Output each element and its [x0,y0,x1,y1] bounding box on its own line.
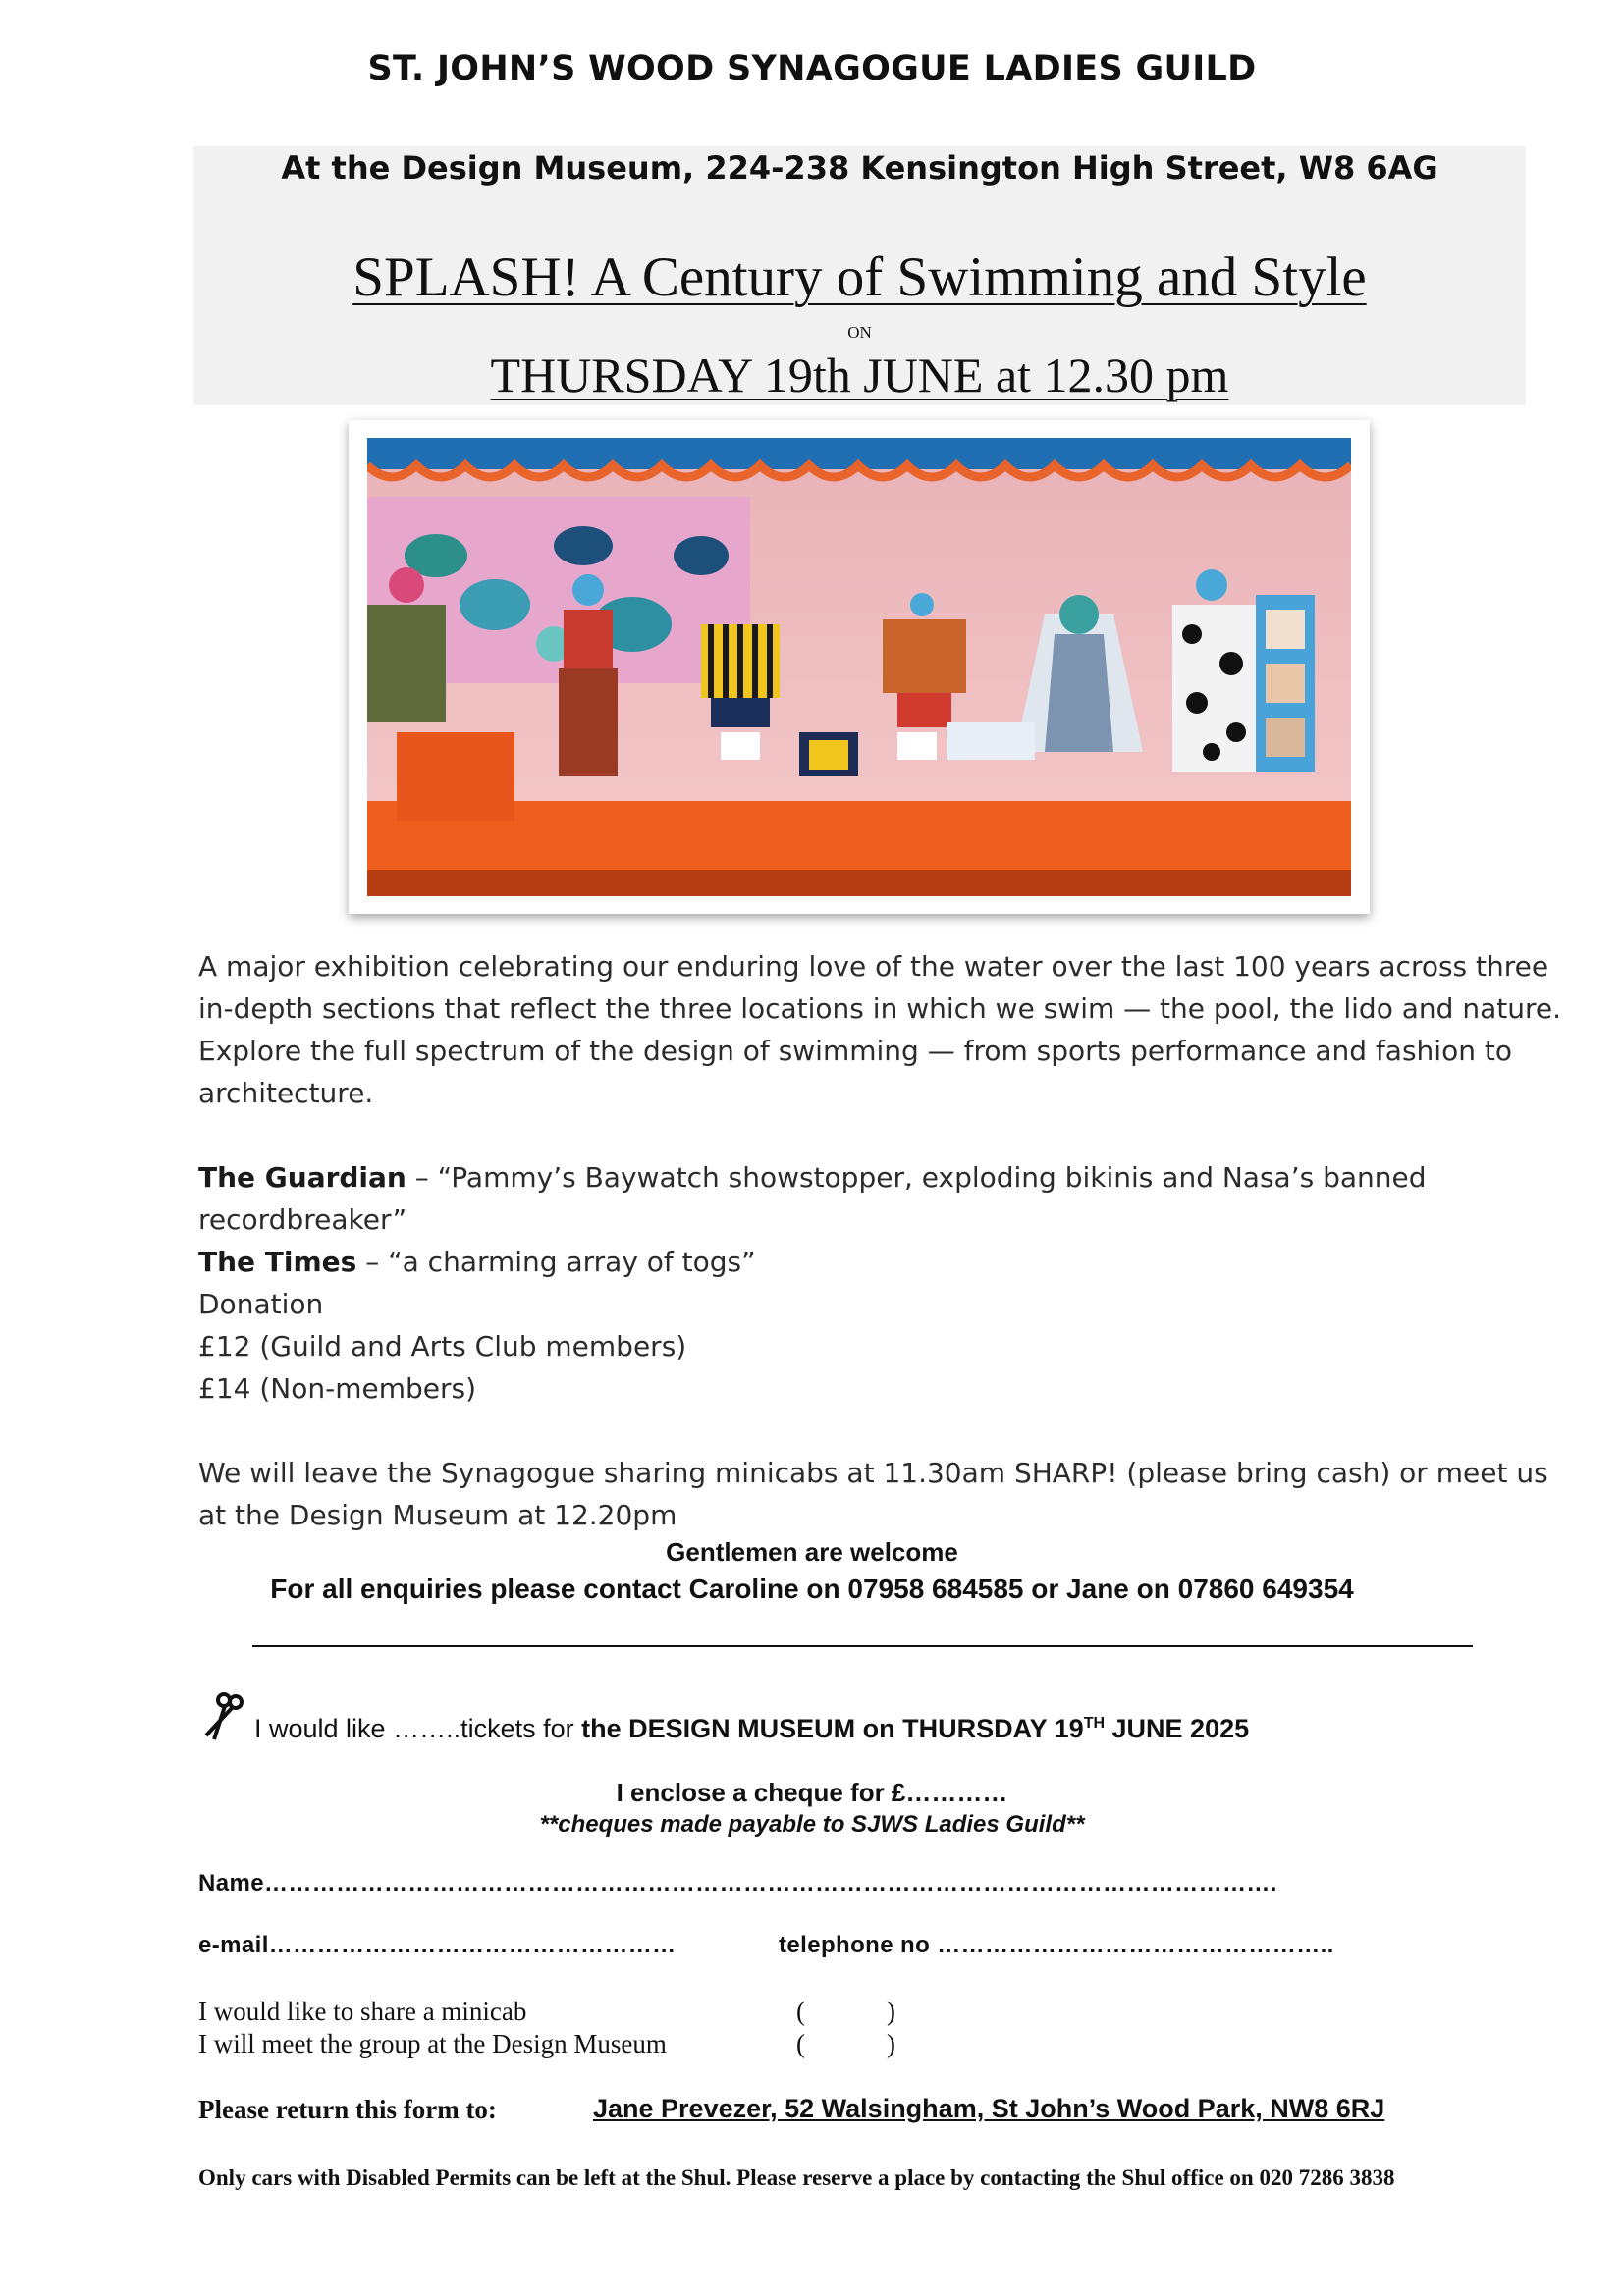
tickets-suffix: JUNE 2025 [1105,1714,1250,1743]
exhibition-photo [349,420,1370,914]
donation-members: £12 (Guild and Arts Club members) [198,1330,687,1362]
venue-address: At the Design Museum, 224-238 Kensington High Street, W8 6AG [281,149,1438,187]
donation-block [198,1283,1573,1410]
description-line-2: in-depth sections that reflect the three locations in which we swim — the pool, the lido and nature. [198,992,1561,1025]
enquiries-contact: For all enquiries please contact Caroline on 07958 684585 or Jane on 07860 649354 [270,1574,1354,1604]
travel-line-2: at the Design Museum at 12.20pm [198,1499,677,1531]
name-field[interactable]: Name………………………………………………………………………………………………………………. [198,1870,1277,1896]
scissors-icon [200,1692,249,1746]
meet-checkbox-close[interactable]: ) [887,2029,895,2058]
cheque-payable-note: **cheques made payable to SJWS Ladies Guild** [539,1811,1085,1838]
option-minicab: I would like to share a minicab [198,1997,527,2026]
gentlemen-welcome: Gentlemen are welcome [666,1537,958,1567]
review-source: The Times [198,1246,357,1278]
travel-line-1: We will leave the Synagogue sharing minicabs at 11.30am SHARP! (please bring cash) or meet us [198,1457,1548,1489]
exhibition-description [198,945,1573,1114]
return-label: Please return this form to: [198,2095,497,2124]
travel-info [198,1452,1573,1536]
option-meet-museum: I will meet the group at the Design Museum [198,2029,667,2058]
review-source: The Guardian [198,1161,406,1194]
tickets-sup: TH [1083,1715,1106,1732]
donation-non-members: £14 (Non-members) [198,1372,476,1405]
tickets-prefix: I would like ……..tickets for [254,1714,582,1743]
cheque-line: I enclose a cheque for £………… [616,1778,1008,1807]
guild-title: ST. JOHN’S WOOD SYNAGOGUE LADIES GUILD [367,49,1257,88]
on-label: ON [847,323,872,342]
minicab-checkbox-open[interactable]: ( [796,1997,805,2026]
description-line-4: architecture. [198,1077,374,1109]
review-quote: – “Pammy’s Baywatch showstopper, exploding bikinis and Nasa’s banned recordbreaker” [198,1161,1427,1236]
telephone-field[interactable]: telephone no ………………………………………….. [779,1932,1334,1958]
minicab-checkbox-close[interactable]: ) [887,1997,895,2026]
reviews [198,1156,1573,1283]
exhibition-photo-illustration [367,438,1351,896]
review-guardian [198,1156,1573,1241]
cut-line [252,1645,1473,1647]
tickets-request [254,1714,1249,1744]
return-address: Jane Prevezer, 52 Walsingham, St John’s Wood Park, NW8 6RJ [593,2094,1385,2123]
description-line-1: A major exhibition celebrating our enduring love of the water over the last 100 years across three [198,950,1549,983]
review-quote: – “a charming array of togs” [356,1246,756,1278]
email-field[interactable]: e-mail…………………………………………… [198,1932,677,1958]
meet-checkbox-open[interactable]: ( [796,2029,805,2058]
donation-label: Donation [198,1288,324,1320]
exhibition-title: SPLASH! A Century of Swimming and Style [352,246,1367,308]
event-date: THURSDAY 19th JUNE at 12.30 pm [490,347,1229,402]
tickets-event: the DESIGN MUSEUM on THURSDAY 19 [581,1714,1084,1743]
description-line-3: Explore the full spectrum of the design of swimming — from sports performance and fashion to [198,1035,1512,1067]
parking-note: Only cars with Disabled Permits can be left at the Shul. Please reserve a place by contacting the Shul office on 020 7286 3838 [198,2165,1395,2190]
review-times [198,1241,1573,1283]
